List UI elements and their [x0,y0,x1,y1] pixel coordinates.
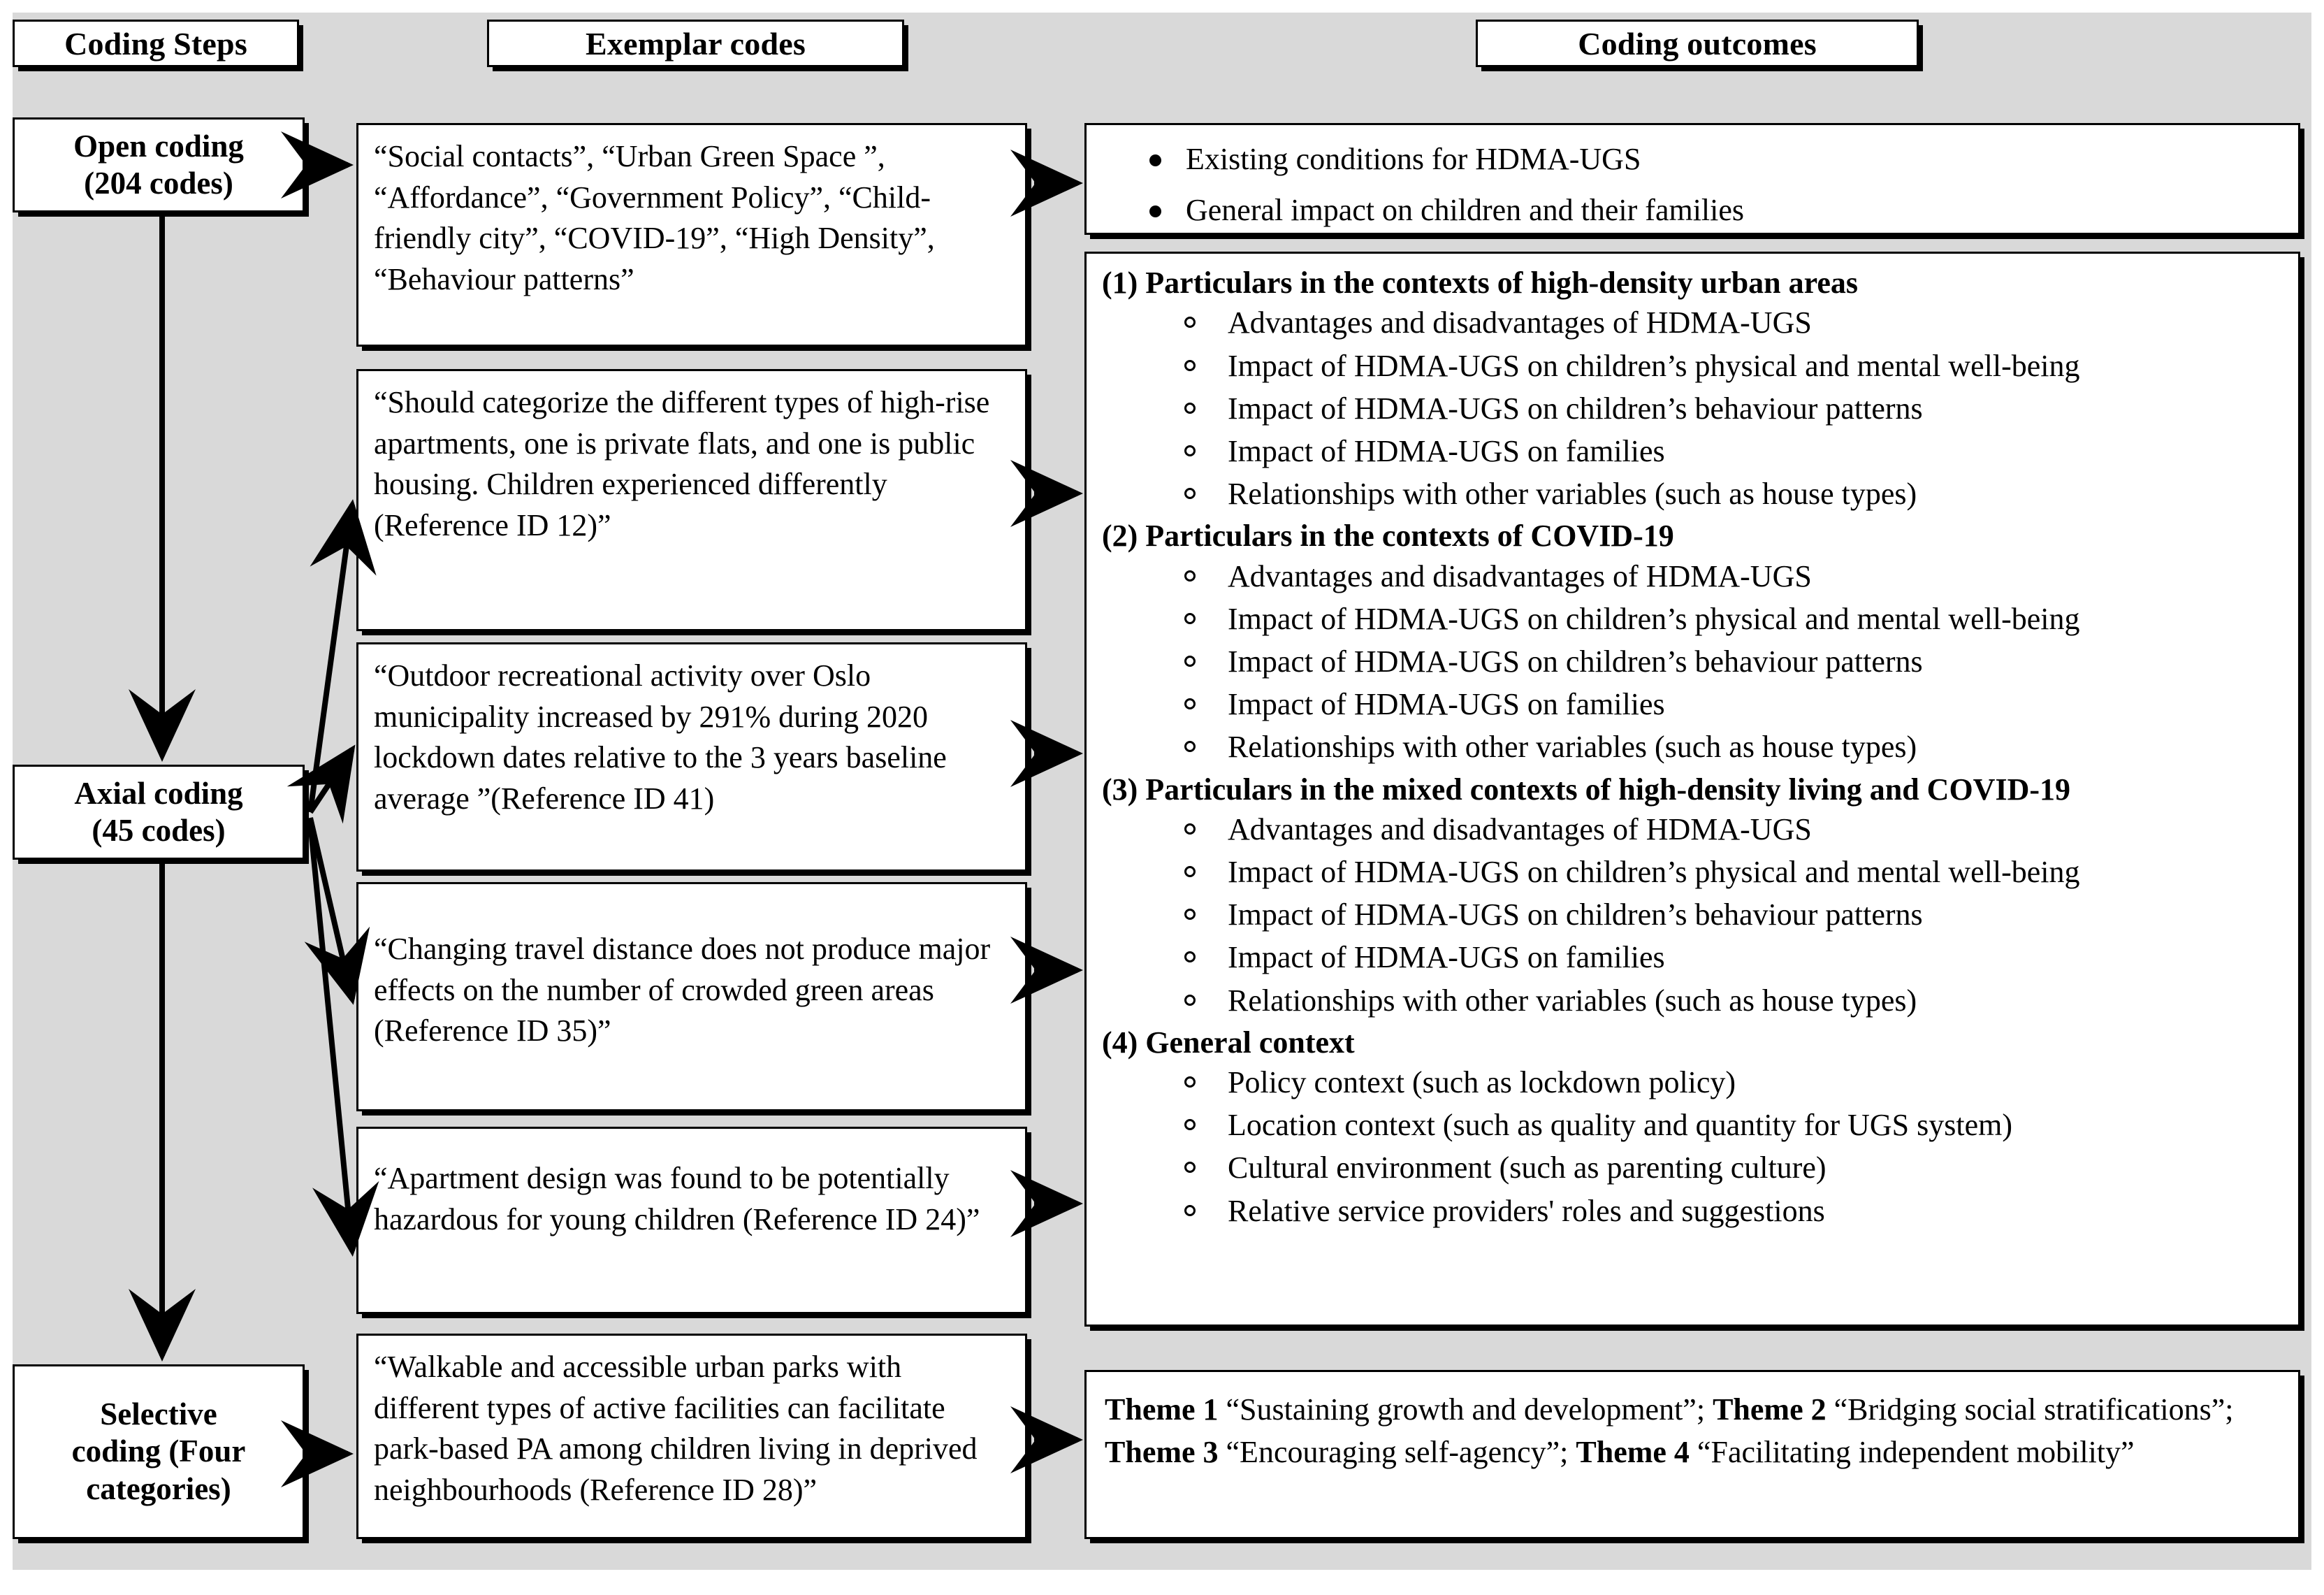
theme-1-text: “Sustaining growth and development”; [1218,1392,1713,1427]
column-header-exemplar-codes-label: Exemplar codes [586,25,806,62]
list-item: Policy context (such as lockdown policy) [1184,1062,2286,1102]
theme-4-text: “Facilitating independent mobility” [1689,1434,2135,1469]
exemplar-box-3 [356,642,1027,872]
step-box-open-coding [13,117,305,212]
list-item: Relationships with other variables (such as house types) [1184,474,2286,514]
step-box-selective-coding [13,1364,305,1539]
list-item: Advantages and disadvantages of HDMA-UGS [1184,809,2286,849]
outcome-group-1 [1102,264,2286,514]
list-item: Location context (such as quality and quantity for UGS system) [1184,1105,2286,1145]
outcome-group-3 [1102,770,2286,1020]
column-header-exemplar-codes [487,20,904,67]
outcome-group-2 [1102,517,2286,767]
exemplar-text-1: “Social contacts”, “Urban Green Space ”, “Affordance”, “Government Policy”, “Child-friendly city”, “COVID-19”, “High Density”, “Behaviour patterns” [374,139,935,296]
outcomes-general-list [1102,139,2286,230]
exemplar-box-6 [356,1334,1027,1539]
exemplar-text-2: “Should categorize the different types of high-rise apartments, one is private flats, and one is public housing. Children experienced differently (Reference ID 12)” [374,385,990,542]
outcome-group-4 [1102,1023,2286,1231]
list-item: Impact of HDMA-UGS on children’s behaviour patterns [1184,642,2286,681]
theme-4-label: Theme 4 [1576,1434,1690,1469]
step-open-coding-line2: (204 codes) [84,166,233,201]
outcome-group-3-list [1102,809,2286,1020]
list-item: Impact of HDMA-UGS on children’s behaviour patterns [1184,895,2286,934]
list-item: Advantages and disadvantages of HDMA-UGS [1184,556,2286,596]
exemplar-text-6: “Walkable and accessible urban parks with different types of active facilities can facilitate park-based PA among children living in deprived neighbourhoods (Reference ID 28)” [374,1350,978,1507]
list-item: Impact of HDMA-UGS on families [1184,431,2286,471]
exemplar-box-1 [356,123,1027,347]
list-item: Impact of HDMA-UGS on children’s physical and mental well-being [1184,852,2286,892]
list-item: Cultural environment (such as parenting culture) [1184,1148,2286,1188]
exemplar-box-2 [356,369,1027,631]
step-box-axial-coding [13,765,305,860]
list-item: Relationships with other variables (such as house types) [1184,981,2286,1020]
theme-3-label: Theme 3 [1105,1434,1219,1469]
theme-1-label: Theme 1 [1105,1392,1219,1427]
outcome-group-4-title: (4) General context [1102,1025,1355,1060]
step-selective-coding-line2: coding (Four [71,1434,246,1469]
step-selective-coding-line3: categories) [86,1471,231,1506]
list-item: Impact of HDMA-UGS on children’s behaviour patterns [1184,389,2286,428]
theme-2-text: “Bridging social stratifications”; [1826,1392,2234,1427]
column-header-coding-steps [13,20,299,67]
theme-2-label: Theme 2 [1713,1392,1826,1427]
outcomes-box-particulars [1084,252,2300,1327]
outcome-group-1-title: (1) Particulars in the contexts of high-density urban areas [1102,266,1859,300]
exemplar-text-4: “Changing travel distance does not produce major effects on the number of crowded green areas (Reference ID 35)” [374,932,991,1048]
list-item: Relationships with other variables (such as house types) [1184,727,2286,767]
exemplar-box-4 [356,882,1027,1111]
list-item: Impact of HDMA-UGS on families [1184,937,2286,977]
step-axial-coding-line2: (45 codes) [92,813,226,848]
list-item: Impact of HDMA-UGS on families [1184,684,2286,724]
theme-3-text: “Encouraging self-agency”; [1218,1434,1576,1469]
list-item: General impact on children and their families [1147,190,2286,230]
outcomes-box-general [1084,123,2300,235]
outcome-group-4-list [1102,1062,2286,1231]
list-item: Impact of HDMA-UGS on children’s physical and mental well-being [1184,599,2286,639]
exemplar-text-5: “Apartment design was found to be potentially hazardous for young children (Reference ID 24)” [374,1161,980,1236]
list-item: Relative service providers' roles and suggestions [1184,1191,2286,1231]
outcome-group-2-list [1102,556,2286,767]
step-selective-coding-line1: Selective [100,1396,217,1432]
outcomes-box-themes [1084,1370,2300,1539]
step-axial-coding-line1: Axial coding [74,775,243,811]
exemplar-box-5 [356,1127,1027,1314]
list-item: Advantages and disadvantages of HDMA-UGS [1184,303,2286,342]
exemplar-text-3: “Outdoor recreational activity over Oslo municipality increased by 291% during 2020 lockdown dates relative to the 3 years baseline average ”(Reference ID 41) [374,658,947,816]
step-open-coding-line1: Open coding [73,128,244,164]
outcome-group-1-list [1102,303,2286,514]
column-header-coding-outcomes [1476,20,1919,67]
list-item: Impact of HDMA-UGS on children’s physical and mental well-being [1184,346,2286,386]
outcome-group-3-title: (3) Particulars in the mixed contexts of high-density living and COVID-19 [1102,772,2070,807]
outcome-group-2-title: (2) Particulars in the contexts of COVID-19 [1102,519,1674,554]
list-item: Existing conditions for HDMA-UGS [1147,139,2286,179]
column-header-coding-outcomes-label: Coding outcomes [1578,25,1817,62]
column-header-coding-steps-label: Coding Steps [64,25,247,62]
